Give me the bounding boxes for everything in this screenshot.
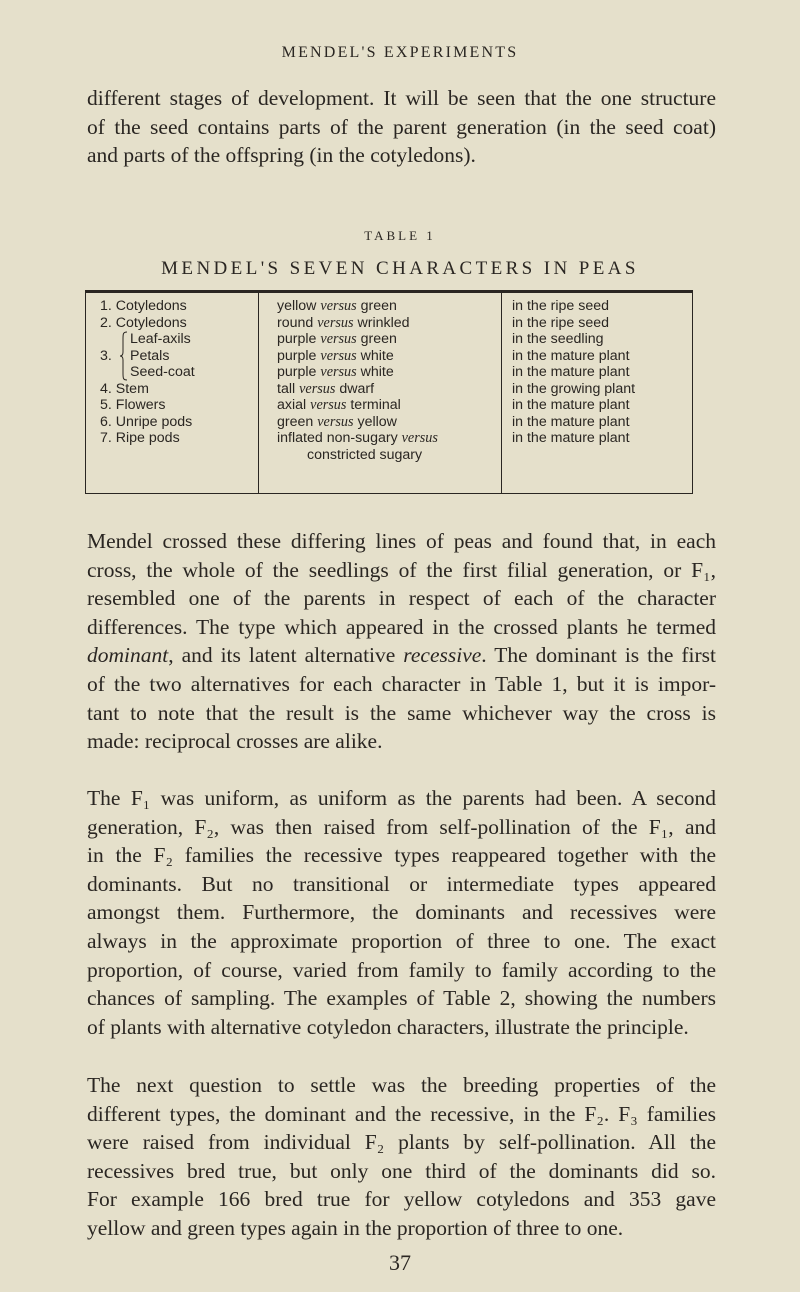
table-cell-observed: in the growing plant xyxy=(512,380,636,397)
trait-dominant: axial xyxy=(277,397,307,413)
group-number: 3. xyxy=(100,347,112,364)
paragraph xyxy=(87,1071,716,1243)
table-cell-character: 2. Cotyledons xyxy=(100,314,187,331)
table-cell-observed: in the mature plant xyxy=(512,413,630,430)
text-line: chances of sampling. The examples of Table 2, showing the numbers xyxy=(87,986,716,1011)
text-line: different types, the dominant and the recessive, in the F₂. F₃ families xyxy=(87,1101,716,1126)
trait-dominant: round xyxy=(277,314,314,331)
table-cell-observed: in the seedling xyxy=(512,331,604,347)
table-cell-character: Seed-coat xyxy=(130,364,195,380)
text-line: always in the approximate proportion of three to one. The exact xyxy=(87,928,716,953)
trait-recessive: yellow xyxy=(357,413,397,430)
character-name: Petals xyxy=(130,347,170,364)
trait-dominant: purple xyxy=(277,364,317,380)
text-line: in the F₂ families the recessive types reappeared together with the xyxy=(87,843,716,868)
trait-recessive: white xyxy=(360,347,394,364)
versus-word: versus xyxy=(320,347,357,364)
trait-recessive: dwarf xyxy=(339,380,375,397)
text-line: recessives bred true, but only one third of the dominants did so. xyxy=(87,1158,716,1183)
character-column xyxy=(86,293,258,493)
text-segment: . The dominant is the first xyxy=(481,643,716,668)
trait-recessive: white xyxy=(360,364,394,380)
text-line: dominants. But no transitional or intermediate types appeared xyxy=(87,871,716,896)
text-line: amongst them. Furthermore, the dominants and recessives were xyxy=(87,900,716,925)
table-cell-contrast xyxy=(277,414,501,431)
text-line: The next question to settle was the breeding properties of the xyxy=(87,1073,716,1097)
table-cell-observed: in the mature plant xyxy=(512,364,630,380)
trait-dominant: tall xyxy=(277,380,296,397)
text-line: of the two alternatives for each character in Table 1, but it is impor- xyxy=(87,671,716,696)
running-head: MENDEL'S EXPERIMENTS xyxy=(281,44,519,61)
table-cell-contrast xyxy=(277,430,501,447)
table-cell-observed: in the ripe seed xyxy=(512,314,610,331)
emphasized-term: dominant xyxy=(87,643,169,668)
text-line: and parts of the offspring (in the cotyledons). xyxy=(87,143,476,168)
table-cell-character: 7. Ripe pods xyxy=(100,430,180,446)
intro-paragraph xyxy=(87,84,716,170)
table-cell-observed: in the mature plant xyxy=(512,397,630,413)
table-cell-character: 4. Stem xyxy=(100,380,149,397)
table-cell-character: 1. Cotyledons xyxy=(100,298,187,314)
table-cell-character: Leaf-axils xyxy=(130,331,191,347)
table-cell-continuation: constricted sugary xyxy=(307,446,423,463)
text-line: proportion, of course, varied from family to family according to the xyxy=(87,957,716,982)
versus-word: versus xyxy=(299,380,336,397)
text-line: cross, the whole of the seedlings of the first filial generation, or F₁, xyxy=(87,557,716,582)
table-cell-character xyxy=(100,348,258,365)
text-line: of plants with alternative cotyledon characters, illustrate the principle. xyxy=(87,1014,689,1039)
text-segment: , and its latent alternative xyxy=(168,643,404,668)
table-title: MENDEL'S SEVEN CHARACTERS IN PEAS xyxy=(161,258,639,279)
observed-column xyxy=(501,293,691,493)
text-line: of the seed contains parts of the parent generation (in the seed coat) xyxy=(87,114,716,139)
versus-word: versus xyxy=(317,413,354,430)
versus-word: versus xyxy=(320,298,357,314)
paragraph xyxy=(87,784,716,1041)
table-cell-contrast xyxy=(277,298,501,315)
text-line: yellow and green types again in the proportion of three to one. xyxy=(87,1215,624,1240)
trait-recessive: terminal xyxy=(350,397,401,413)
versus-word: versus xyxy=(320,364,357,380)
text-line: different stages of development. It will be seen that the one structure xyxy=(87,86,716,110)
characters-table xyxy=(85,290,693,494)
table-cell-observed: in the mature plant xyxy=(512,430,630,446)
text-line: generation, F₂, was then raised from self-pollination of the F₁, and xyxy=(87,814,716,839)
table-cell-observed: in the mature plant xyxy=(512,347,630,364)
trait-dominant: inflated non-sugary xyxy=(277,430,398,446)
text-line: For example 166 bred true for yellow cotyledons and 353 gave xyxy=(87,1187,716,1212)
table-cell-contrast xyxy=(277,397,501,414)
table-cell-contrast xyxy=(277,348,501,365)
table-cell-character: 6. Unripe pods xyxy=(100,413,193,430)
trait-dominant: yellow xyxy=(277,298,317,314)
text-line: were raised from individual F₂ plants by self-pollination. All the xyxy=(87,1130,716,1155)
text-line xyxy=(87,641,716,670)
versus-word: versus xyxy=(310,397,347,413)
trait-dominant: green xyxy=(277,413,314,430)
table-cell-contrast xyxy=(277,331,501,348)
trait-recessive: wrinkled xyxy=(357,314,410,331)
text-line: Mendel crossed these differing lines of peas and found that, in each xyxy=(87,529,716,553)
table-label: TABLE 1 xyxy=(364,228,436,243)
text-line: The F₁ was uniform, as uniform as the parents had been. A second xyxy=(87,786,716,810)
contrast-column xyxy=(258,293,501,493)
versus-word: versus xyxy=(317,314,354,331)
versus-word: versus xyxy=(401,430,438,446)
table-cell-observed: in the ripe seed xyxy=(512,298,610,314)
trait-dominant: purple xyxy=(277,347,317,364)
page-number: 37 xyxy=(389,1250,411,1275)
trait-dominant: purple xyxy=(277,331,317,347)
paragraph xyxy=(87,527,716,756)
table-cell-contrast xyxy=(277,381,501,398)
text-line: tant to note that the result is the same whichever way the cross is xyxy=(87,700,716,725)
emphasized-term: recessive xyxy=(403,643,482,668)
text-line: differences. The type which appeared in the crossed plants he termed xyxy=(87,614,716,639)
table-cell-contrast xyxy=(277,315,501,332)
text-line: made: reciprocal crosses are alike. xyxy=(87,729,383,754)
table-cell-contrast xyxy=(277,364,501,381)
text-line: resembled one of the parents in respect of each of the character xyxy=(87,586,716,611)
table-cell-character: 5. Flowers xyxy=(100,397,166,413)
trait-recessive: green xyxy=(360,331,397,347)
trait-recessive: green xyxy=(360,298,397,314)
versus-word: versus xyxy=(320,331,357,347)
